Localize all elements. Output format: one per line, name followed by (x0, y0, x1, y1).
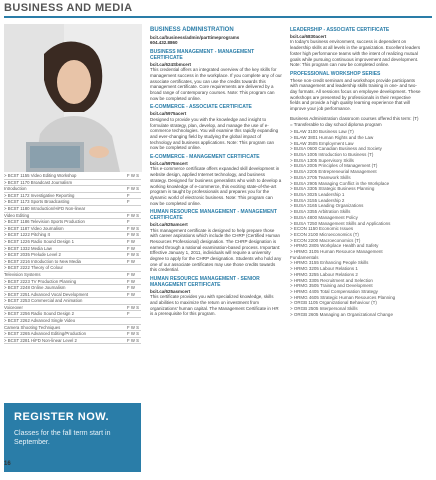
course-term: F (127, 311, 130, 317)
course-row (4, 246, 141, 253)
course-name: > BCST 1226 Radio Sound Design 1 (4, 238, 75, 244)
course-term: F W (127, 285, 135, 291)
photo-illustration (4, 24, 142, 172)
course-term: F W (127, 238, 135, 244)
course-term: F W S (127, 304, 139, 310)
course-item: > BUSA 3025 Leadership 1 (290, 191, 345, 197)
course-name: > BCST 2256 Radio Sound Design 2 (4, 311, 75, 317)
program-url[interactable]: bcit.ca/6830acert (290, 33, 327, 39)
course-row (4, 219, 141, 226)
course-row (4, 252, 141, 259)
course-item: > ECON 2100 Microeconomics (T) (290, 231, 359, 237)
course-row (4, 193, 141, 200)
course-term (127, 298, 141, 304)
course-row (4, 199, 141, 206)
course-name: > BCST 2248 Online Journalism (4, 285, 66, 291)
course-name: Camera Shooting Techniques (4, 324, 61, 330)
course-term: F W S (127, 225, 139, 231)
course-row (4, 272, 141, 279)
program-description: This credential offers an integrated overview of the key skills for management success in the workplace. If you complete any of our associate certificates, you can use the credits towards this management certificate. Core requirements are delivered by a broad range of contemporary courses. Note: This program can now be completed online. (150, 67, 282, 101)
course-name: > BCST 2035 Prelude Level 2 (4, 252, 61, 258)
course-name: Video Editing (4, 212, 30, 218)
course-item: > BUSA 3155 Leadership 2 (290, 197, 345, 203)
course-item: > BUSA 2005 Principles of Management (T) (290, 163, 378, 169)
course-term: F W (127, 245, 135, 251)
course-name: > BCST 2253 Commercial and Animation (4, 298, 83, 304)
course-term: F W (127, 291, 135, 297)
section-title: BUSINESS ADMINISTRATION (150, 27, 234, 33)
course-row (4, 259, 141, 266)
course-term: F (127, 199, 130, 205)
register-title: REGISTER NOW. (14, 411, 110, 423)
program-url[interactable]: bcit.ca/624Sbmcert (150, 61, 192, 67)
course-name: > BCST 2262 Advanced Single Video (4, 318, 76, 324)
program-description: This management certificate is designed to help prepare those with career aspirations which include the CHRP (Certified Human Resources Professional) designation. The CHRP designation is earned through a national examination-based process. Important: Effective January 1, 2011, individuals will require a university degree to apply for the CHRP designation. Students who hold any one of our associate certificates may use those credits towards this credential. (150, 227, 282, 273)
course-item: > ORGB 2605 Managing an Organizational Change (290, 311, 393, 317)
page-number: 16 (4, 461, 11, 467)
course-name: > BCST 2216 Introduction to New Media (4, 258, 81, 264)
course-name: > BCST 1186 Television Sports Production (4, 219, 85, 225)
course-item: > BLAW 3100 Business Law (T) (290, 129, 354, 135)
course-term: F W S (127, 337, 139, 343)
course-row (4, 239, 141, 246)
course-row (4, 213, 141, 220)
course-item: > BUSA 0600 Canadian Business and Society (290, 146, 382, 152)
course-term (127, 318, 141, 324)
course-item: > BUSA 4800 Management Policy (290, 214, 358, 220)
course-term (127, 180, 141, 186)
course-name: > BCST 1187 Video Journalism (4, 225, 64, 231)
course-row (4, 292, 141, 299)
course-term: F W (127, 258, 135, 264)
course-item: > HRMG 4605 Strategic Human Resources Planning (290, 294, 396, 300)
course-row (4, 285, 141, 292)
course-item: > BUSA 3355 Arbitration Skills (290, 209, 351, 215)
program-title: PROFESSIONAL WORKSHOP SERIES (290, 70, 381, 77)
course-item: > BLAW 3505 Employment Law (290, 140, 354, 146)
course-row (4, 298, 141, 305)
program-url[interactable]: bcit.ca/625amcert (150, 221, 188, 227)
program-title: HUMAN RESOURCE MANAGEMENT - SENIOR MANAGEMENT CERTIFICATE (150, 276, 260, 288)
course-row (4, 173, 141, 180)
course-item: > HRMG 3105 Human Resource Management (290, 249, 383, 255)
course-name: > BCST 1170 Broadcast Journalism (4, 179, 73, 185)
course-item: Fundamentals (290, 254, 319, 260)
program-url[interactable]: bcit.ca/5975mcert (150, 160, 188, 166)
course-name: > BCST 1155 Video Editing Workshop (4, 173, 77, 178)
course-item: > BLAW 3801 Human Rights and the Law (290, 134, 374, 140)
course-name: > BCST 2222 Theory of Colour (4, 265, 63, 271)
course-row (4, 325, 141, 332)
course-term: F (127, 219, 130, 225)
course-term: F W S (127, 232, 139, 238)
course-row (4, 305, 141, 312)
program-description: Designed to provide you with the knowledge and insight to formulate strategy, plan, develop, and manage the use of e-commerce technologies. You will examine this rapidly expanding and ever-changing field by studying the global impact of technology and business applications. Note: This program can now be completed online. (150, 116, 279, 151)
course-item: > BUSA 2905 Managing Conflict in the Workplace (290, 180, 390, 186)
program-title: LEADERSHIP - ASSOCIATE CERTIFICATE (290, 27, 390, 33)
course-term: F W S (127, 173, 139, 178)
course-term: F W (127, 271, 135, 277)
course-item: > BUSA 2205 Entrepreneurial Management (290, 169, 377, 175)
course-row (4, 226, 141, 233)
program-url[interactable]: bcit.ca/625asmcert (150, 288, 191, 294)
course-item: > HRMG 4405 Total Compensation Strategy (290, 288, 378, 294)
course-item: > HRMG 3155 Enhancing People Skills (290, 260, 369, 266)
course-name: > BCST 1180 Introduction/HiFD Non-linear (4, 205, 86, 211)
course-item: > HRMG 3205 Labour Relations 1 (290, 266, 358, 272)
course-row (4, 311, 141, 318)
course-name: Introduction (4, 186, 27, 192)
course-name: > BCST 1173 Sports Broadcasting (4, 199, 70, 205)
program-title: E-COMMERCE - MANAGEMENT CERTIFICATE (150, 154, 260, 161)
course-name: Television Systems (4, 271, 41, 277)
program-title: E-COMMERCE - ASSOCIATE CERTIFICATE (150, 104, 252, 111)
course-row (4, 279, 141, 286)
course-row (4, 180, 141, 187)
course-term: F W S (127, 212, 139, 218)
course-item: > BUSA 7250 Management Skills and Applications (290, 220, 391, 226)
course-row (4, 265, 141, 272)
course-term (127, 206, 141, 212)
course-item: > BUSA 1305 Supervisory Skills (290, 157, 354, 163)
course-term: F W S (127, 324, 139, 330)
course-item: > ORGB 1105 Organizational Behaviour (T) (290, 300, 377, 306)
course-term: F W S (127, 186, 139, 192)
course-row (4, 318, 141, 325)
course-name: > BCST 2265 Advanced Editing/Production (4, 331, 86, 337)
program-description: This certificate provides you with specialized knowledge, skills and abilities to maximize the return on investment from organizations' human capital. The Management Certificate in HR is a prerequisite for this program. (150, 294, 279, 317)
section-url[interactable]: bcit.ca/business/admin/parttimeprograms (150, 34, 240, 40)
course-item: > HRMG 3505 Training and Development (290, 283, 373, 289)
course-name: > BCST 2251 Advanced Vocal Development (4, 291, 89, 297)
business-admin-column (150, 28, 282, 321)
course-term: F (127, 192, 130, 198)
program-url[interactable]: bcit.ca/5975acert (150, 111, 187, 117)
course-item: > BUSA 1005 Introduction to Business (T) (290, 152, 374, 158)
course-term (127, 265, 141, 271)
course-row (4, 338, 141, 345)
register-banner[interactable] (4, 403, 141, 472)
program-description: This e-commerce certificate offers expanded skill development in website design, applied Internet technology, and business strategy. Designed for business generalists who wish to develop a working knowledge of e-commerce, this exciting state-of-the-art program is taught by professionals and prepares you for the dynamic world of electronic business. Note: This program can now be completed online. (150, 166, 282, 206)
course-term: F W (127, 278, 135, 284)
course-item: > HRMG 3305 Recruitment and Selection (290, 277, 373, 283)
register-text: Classes for the fall term start in September. (14, 430, 111, 446)
course-row (4, 206, 141, 213)
course-item: > ECON 2200 Macroeconomics (T) (290, 237, 361, 243)
course-item: > BUSA 3165 Leading Organizations (290, 203, 364, 209)
course-item: > BUSA 2705 Teamwork Skills (290, 174, 351, 180)
course-list-business (290, 129, 422, 317)
course-term: F W S (127, 252, 139, 258)
page-heading: BUSINESS AND MEDIA (4, 2, 133, 14)
course-item: > ORGB 2505 Interpersonal Skills (290, 306, 358, 312)
course-item: > HRMG 2805 Workplace Health and Safety (290, 243, 379, 249)
leadership-column (290, 28, 422, 321)
course-name: > BCST 2223 TV Production Planning (4, 278, 77, 284)
course-item: > HRMG 3255 Labour Relations 2 (290, 271, 358, 277)
course-row (4, 331, 141, 338)
course-row (4, 232, 141, 239)
course-name: > BCST 1172 Investigative Reporting (4, 192, 75, 198)
course-name: Voiceover (4, 304, 23, 310)
program-description: In today's business environment, success is dependent on leadership skills at all levels in the organization. Excellent leaders foster high performance teams with the intent of realizing mutual goals while pursuing continuous improvement and development. Note: This program can now be completed online. (290, 39, 421, 68)
program-title: HUMAN RESOURCE MANAGEMENT - MANAGEMENT CERTIFICATE (150, 209, 277, 222)
course-name: > BCST 2281 HiFD Non-linear Level 2 (4, 337, 77, 343)
course-row (4, 186, 141, 193)
program-title: BUSINESS MANAGEMENT - MANAGEMENT CERTIFICATE (150, 49, 255, 61)
course-item: > ECON 1150 Economic Issues (290, 226, 354, 232)
section-phone: 604.432.8860 (150, 40, 178, 46)
course-name: > BCST 1332 Media Law (4, 245, 52, 251)
program-description: These non-credit seminars and workshops provide participants with management and leadership skills training in one- and two-day formats. All sessions focus on employee development. These workshops are presented by professionals in their respective fields and provide a high quality learning experience that will improve your job performance. (290, 77, 421, 112)
course-term: F W S (127, 331, 139, 337)
course-item: > BUSA 3305 Strategic Business Planning (290, 186, 375, 192)
course-name: > BCST 1222 Pitching It (4, 232, 50, 238)
student-photo (4, 24, 142, 172)
course-list (4, 173, 141, 344)
top-rule (4, 16, 432, 18)
course-intro: Business Administration classroom courses offered this term: (T) = Transferable to day school diploma program (290, 115, 419, 127)
